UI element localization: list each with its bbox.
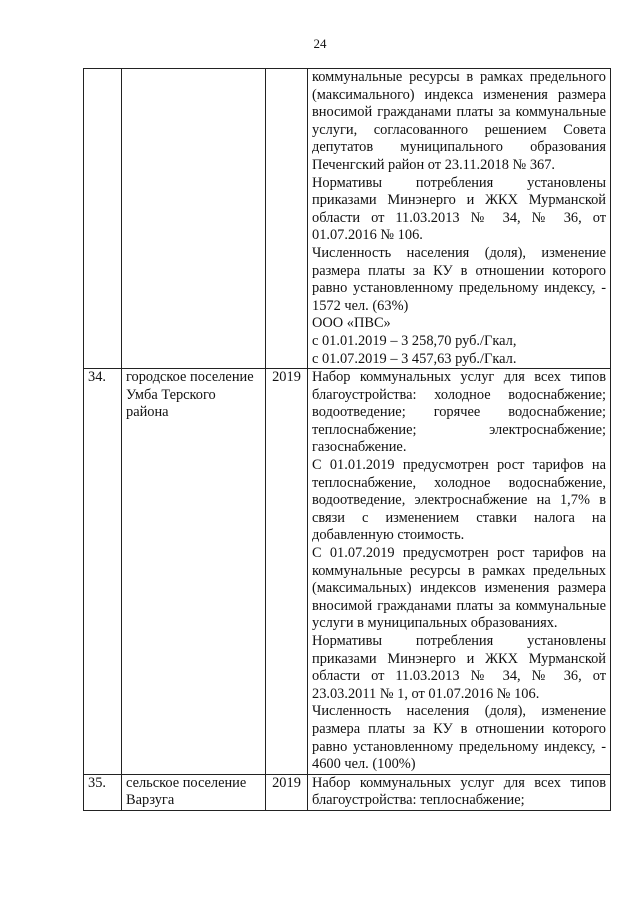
tariff-table [83, 68, 611, 811]
description-cell [308, 369, 611, 775]
municipality-name: городское поселение Умба Терского района [122, 369, 266, 775]
table-row [84, 774, 611, 810]
paragraph: Нормативы потребления установлены приказами Минэнерго и ЖКХ Мурманской области от 11.03.2013 № 34, № 36, от 23.03.2011 № 1, от 01.07.2016 № 106. [312, 633, 606, 702]
paragraph: С 01.07.2019 предусмотрен рост тарифов на коммунальные ресурсы в рамках предельных (максимальных) индексов изменения размера вносимой гражданами платы за коммунальные услуги в муниципальных образованиях. [312, 545, 606, 632]
paragraph: с 01.01.2019 – 3 258,70 руб./Гкал, [312, 332, 517, 349]
description-cell [308, 774, 611, 810]
paragraph: Нормативы потребления установлены приказами Минэнерго и ЖКХ Мурманской области от 11.03.2013 № 34, № 36, от 01.07.2016 № 106. [312, 174, 606, 244]
description-cell [308, 69, 611, 369]
year-cell: 2019 [266, 774, 308, 810]
row-number: 35. [84, 774, 122, 810]
year-cell: 2019 [266, 369, 308, 775]
paragraph: Набор коммунальных услуг для всех типов благоустройства: теплоснабжение; [312, 774, 606, 809]
page-number: 24 [313, 36, 327, 51]
paragraph: с 01.07.2019 – 3 457,63 руб./Гкал. [312, 350, 517, 367]
table-row [84, 369, 611, 775]
paragraph: ООО «ПВС» [312, 315, 391, 332]
paragraph: Численность населения (доля), изменение размера платы за КУ в отношении которого равно установленному предельному индексу, - 4600 чел. (100%) [312, 703, 606, 773]
municipality-name: сельское поселение Варзуга [122, 774, 266, 810]
municipality-name [122, 69, 266, 369]
row-number: 34. [84, 369, 122, 775]
paragraph: Численность населения (доля), изменение размера платы за КУ в отношении которого равно установленному предельному индексу, - 1572 чел. (63%) [312, 244, 606, 314]
paragraph: Набор коммунальных услуг для всех типов благоустройства: холодное водоснабжение; водоотведение; горячее водоснабжение; теплоснабжение; электроснабжение; газоснабжение. [312, 369, 606, 456]
year-cell [266, 69, 308, 369]
table-row [84, 69, 611, 369]
paragraph: С 01.01.2019 предусмотрен рост тарифов на теплоснабжение, холодное водоснабжение, водоотведение, электроснабжение на 1,7% в связи с изменением ставки налога на добавленную стоимость. [312, 457, 606, 544]
row-number [84, 69, 122, 369]
paragraph: коммунальные ресурсы в рамках предельного (максимального) индекса изменения размера вносимой гражданами платы за коммунальные услуги, согласованного решением Совета депутатов муниципального образования Печенгский район от 23.11.2018 № 367. [312, 69, 606, 173]
